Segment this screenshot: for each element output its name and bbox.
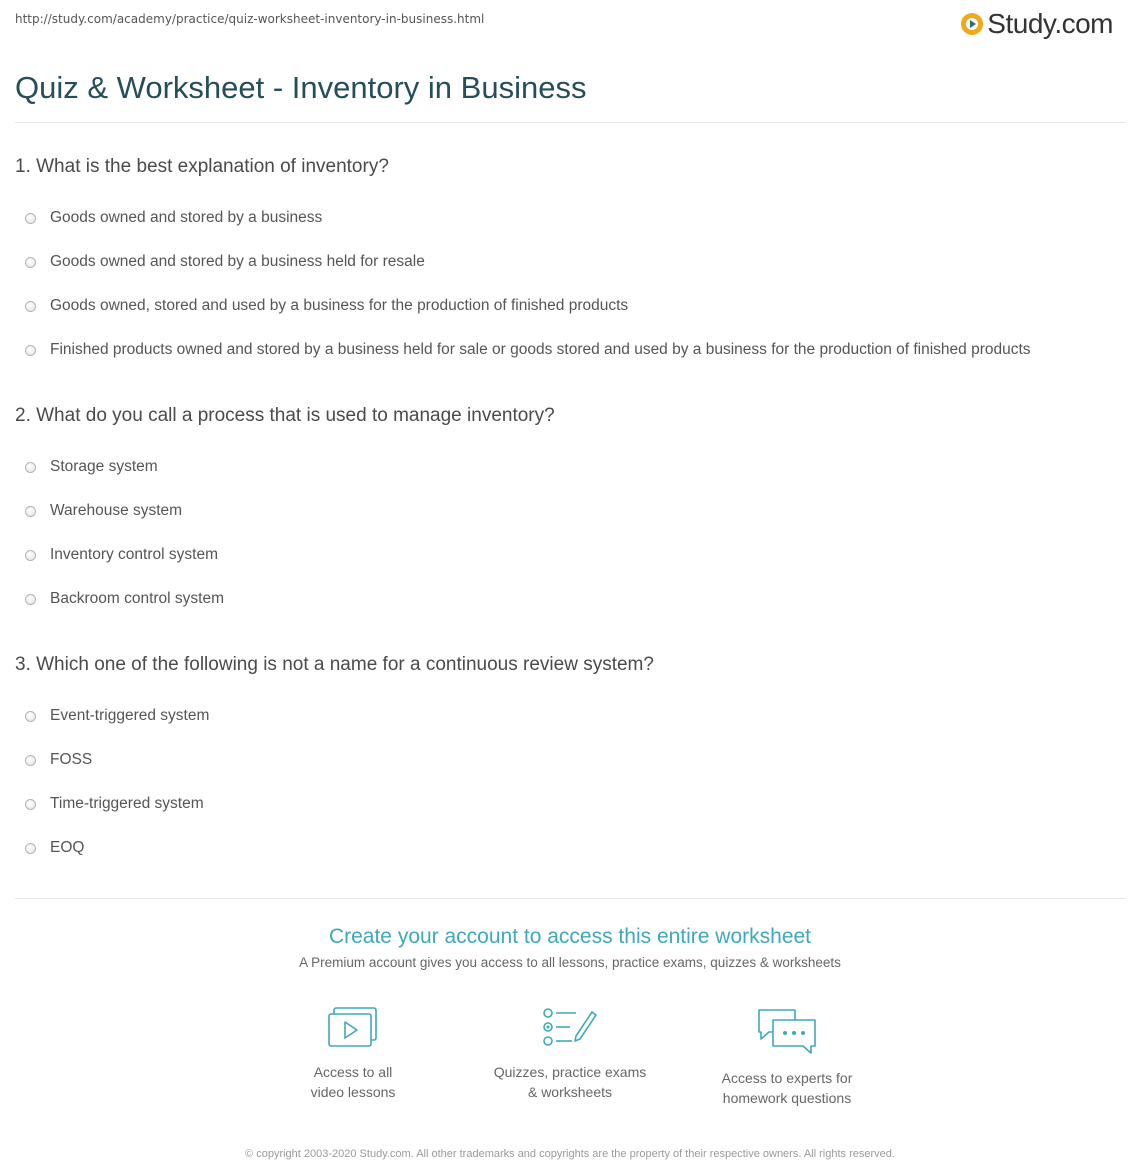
cta-title-link[interactable]: Create your account to access this entire worksheet [328, 925, 812, 948]
answer-label: Goods owned, stored and used by a business for the production of finished products [50, 297, 629, 314]
answer-option[interactable] [15, 533, 1125, 577]
radio-button-icon[interactable] [25, 843, 36, 854]
answer-label: Finished products owned and stored by a business held for sale or goods stored and used by a business for the production of finished products [50, 341, 1031, 358]
answer-option[interactable] [15, 445, 1125, 489]
question-text: 1. What is the best explanation of inventory? [15, 156, 389, 177]
cta-subtitle: A Premium account gives you access to all lessons, practice exams, quizzes & worksheets [299, 955, 841, 970]
feature-label: Access to experts for homework questions [721, 1070, 853, 1106]
answer-label: Event-triggered system [50, 707, 210, 724]
answer-options [15, 694, 1125, 870]
answer-option[interactable] [15, 782, 1125, 826]
page [15, 0, 1125, 1163]
radio-button-icon[interactable] [25, 301, 36, 312]
answer-option[interactable] [15, 577, 1125, 621]
radio-button-icon[interactable] [25, 799, 36, 810]
question-1 [15, 156, 1125, 372]
page-title: Quiz & Worksheet - Inventory in Business [15, 70, 587, 105]
answer-label: Warehouse system [50, 502, 183, 519]
answer-label: Time-triggered system [50, 795, 204, 812]
radio-button-icon[interactable] [25, 755, 36, 766]
page-url: http://study.com/academy/practice/quiz-worksheet-inventory-in-business.html [15, 12, 485, 26]
study-logo[interactable] [961, 8, 1113, 40]
cta-divider [15, 898, 1125, 899]
answer-option[interactable] [15, 738, 1125, 782]
logo-text: Study.com [987, 8, 1113, 39]
feature-experts [679, 1006, 896, 1108]
answer-option[interactable] [15, 328, 1125, 372]
answer-label: Inventory control system [50, 546, 218, 563]
answer-option[interactable] [15, 196, 1125, 240]
question-2 [15, 405, 1125, 621]
signup-cta [15, 898, 1125, 1163]
play-logo-icon [961, 13, 983, 35]
answer-label: Goods owned and stored by a business [50, 209, 323, 226]
title-divider [15, 122, 1125, 123]
radio-button-icon[interactable] [25, 257, 36, 268]
answer-option[interactable] [15, 826, 1125, 870]
radio-button-icon[interactable] [25, 506, 36, 517]
answer-option[interactable] [15, 489, 1125, 533]
question-3 [15, 654, 1125, 870]
answer-label: Backroom control system [50, 590, 224, 607]
answer-label: EOQ [50, 839, 85, 856]
answer-label: Storage system [50, 458, 158, 475]
answer-option[interactable] [15, 284, 1125, 328]
radio-button-icon[interactable] [25, 462, 36, 473]
feature-list [15, 1006, 1125, 1108]
radio-button-icon[interactable] [25, 550, 36, 561]
question-text: 3. Which one of the following is not a name for a continuous review system? [15, 654, 654, 675]
answer-option[interactable] [15, 694, 1125, 738]
chat-bubbles-icon [755, 1006, 819, 1056]
video-lessons-icon [327, 1006, 379, 1050]
question-text: 2. What do you call a process that is used to manage inventory? [15, 405, 555, 426]
radio-button-icon[interactable] [25, 213, 36, 224]
quiz-checklist-icon [542, 1006, 598, 1050]
answer-option[interactable] [15, 240, 1125, 284]
answer-label: Goods owned and stored by a business held for resale [50, 253, 425, 270]
top-bar [15, 0, 1125, 48]
feature-label: Quizzes, practice exams & worksheets [493, 1064, 647, 1100]
answer-options [15, 445, 1125, 621]
answer-options [15, 196, 1125, 372]
radio-button-icon[interactable] [25, 345, 36, 356]
copyright-notice: © copyright 2003-2020 Study.com. All other trademarks and copyrights are the property of their respective owners. All rights reserved. [245, 1148, 895, 1160]
radio-button-icon[interactable] [25, 711, 36, 722]
feature-video-lessons [245, 1006, 462, 1108]
radio-button-icon[interactable] [25, 594, 36, 605]
feature-quizzes [462, 1006, 679, 1108]
answer-label: FOSS [50, 751, 93, 768]
feature-label: Access to all video lessons [310, 1064, 396, 1100]
